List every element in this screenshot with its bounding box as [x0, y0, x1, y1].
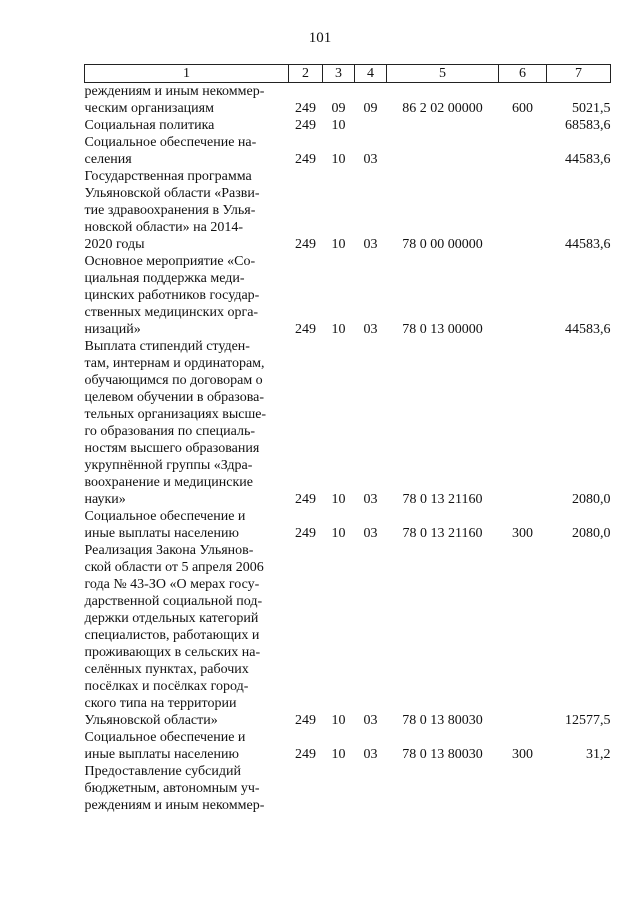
row-name-line: Социальная политика [84, 118, 215, 133]
expense-type-code [499, 763, 547, 814]
row-name-line: Основное мероприятие «Со- [84, 254, 256, 269]
row-name-line: иные выплаты населению [84, 526, 239, 541]
row-name-line: проживающих в сельских на- [84, 645, 261, 660]
row-name-line: дарственной социальной под- [84, 594, 263, 609]
table-row [85, 117, 611, 134]
amount: 44583,6 [565, 322, 611, 337]
row-name [85, 134, 289, 168]
target-article-code [387, 763, 499, 814]
table-row [85, 253, 611, 338]
row-name-line: воохранение и медицинские [84, 475, 253, 490]
subsection-code: 03 [363, 322, 378, 337]
row-name-line: науки» [84, 492, 126, 507]
row-name [85, 338, 289, 508]
row-name-line: 2020 годы [84, 237, 145, 252]
admin-code: 249 [295, 118, 316, 133]
row-name-line: года № 43-ЗО «О мерах госу- [84, 577, 260, 592]
expense-type-code: 600 [512, 101, 533, 116]
row-name-line: реждениям и иным некоммер- [84, 798, 265, 813]
section-code: 10 [331, 747, 346, 762]
row-name-line: Предоставление субсидий [84, 764, 241, 779]
subsection-code: 09 [363, 101, 378, 116]
subsection-code: 03 [363, 713, 378, 728]
expense-type-code [499, 542, 547, 729]
row-name-line: иные выплаты населению [84, 747, 239, 762]
expense-type-code [499, 134, 547, 168]
target-article-code: 78 0 13 21160 [402, 526, 483, 541]
table-row [85, 134, 611, 168]
row-name-line: цинских работников государ- [84, 288, 260, 303]
section-code: 10 [331, 118, 346, 133]
row-name [85, 117, 289, 134]
table-row [85, 542, 611, 729]
row-name-line: Социальное обеспечение на- [84, 135, 257, 150]
column-header: 6 [499, 65, 547, 83]
target-article-code: 86 2 02 00000 [402, 101, 483, 116]
table-row [85, 338, 611, 508]
column-header: 1 [85, 65, 289, 83]
row-name-line: Ульяновской области «Разви- [84, 186, 260, 201]
row-name-line: специалистов, работающих и [84, 628, 260, 643]
section-code: 10 [331, 492, 346, 507]
section-code: 09 [331, 101, 346, 116]
row-name [85, 729, 289, 763]
section-code [323, 763, 355, 814]
budget-table [84, 64, 611, 814]
row-name [85, 763, 289, 814]
row-name-line: Реализация Закона Ульянов- [84, 543, 254, 558]
column-header: 4 [355, 65, 387, 83]
row-name-line: ского типа на территории [84, 696, 237, 711]
amount: 12577,5 [565, 713, 611, 728]
expense-type-code [499, 338, 547, 508]
row-name-line: Социальное обеспечение и [84, 730, 246, 745]
row-name-line: посёлках и посёлках город- [84, 679, 249, 694]
row-name-line: тие здравоохранения в Улья- [84, 203, 256, 218]
expense-type-code [499, 117, 547, 134]
subsection-code: 03 [363, 152, 378, 167]
table-row [85, 83, 611, 118]
target-article-code: 78 0 00 00000 [402, 237, 483, 252]
admin-code: 249 [295, 237, 316, 252]
section-code: 10 [331, 713, 346, 728]
expense-type-code: 300 [512, 526, 533, 541]
target-article-code [387, 117, 499, 134]
amount [547, 763, 611, 814]
row-name-line: там, интернам и ординаторам, [84, 356, 265, 371]
admin-code: 249 [295, 526, 316, 541]
admin-code: 249 [295, 713, 316, 728]
subsection-code: 03 [363, 492, 378, 507]
row-name [85, 253, 289, 338]
row-name-line: ческим организациям [84, 101, 214, 116]
admin-code: 249 [295, 747, 316, 762]
subsection-code [355, 117, 387, 134]
row-name [85, 83, 289, 118]
subsection-code: 03 [363, 237, 378, 252]
admin-code: 249 [295, 492, 316, 507]
target-article-code: 78 0 13 80030 [402, 713, 483, 728]
row-name-line: реждениям и иным некоммер- [84, 84, 265, 99]
row-name-line: обучающимся по договорам о [84, 373, 263, 388]
target-article-code: 78 0 13 00000 [402, 322, 483, 337]
admin-code: 249 [295, 152, 316, 167]
expense-type-code [499, 253, 547, 338]
row-name-line: циальная поддержка меди- [84, 271, 245, 286]
subsection-code [355, 763, 387, 814]
amount: 5021,5 [572, 101, 611, 116]
subsection-code: 03 [363, 526, 378, 541]
amount: 44583,6 [565, 152, 611, 167]
row-name [85, 508, 289, 542]
table-row [85, 508, 611, 542]
target-article-code: 78 0 13 21160 [402, 492, 483, 507]
subsection-code: 03 [363, 747, 378, 762]
column-header: 2 [289, 65, 323, 83]
admin-code [289, 763, 323, 814]
table-row [85, 763, 611, 814]
row-name-line: укрупнённой группы «Здра- [84, 458, 253, 473]
row-name-line: тельных организациях высше- [84, 407, 267, 422]
admin-code: 249 [295, 322, 316, 337]
row-name-line: селённых пунктах, рабочих [84, 662, 249, 677]
column-header: 7 [547, 65, 611, 83]
row-name [85, 542, 289, 729]
amount: 2080,0 [572, 492, 611, 507]
row-name-line: го образования по специаль- [84, 424, 256, 439]
row-name-line: ственных медицинских орга- [84, 305, 259, 320]
section-code: 10 [331, 526, 346, 541]
amount: 31,2 [586, 747, 611, 762]
amount: 2080,0 [572, 526, 611, 541]
section-code: 10 [331, 152, 346, 167]
row-name-line: держки отдельных категорий [84, 611, 259, 626]
target-article-code [387, 134, 499, 168]
row-name [85, 168, 289, 253]
table-row [85, 729, 611, 763]
column-header-row [85, 65, 611, 83]
row-name-line: целевом обучении в образова- [84, 390, 265, 405]
target-article-code: 78 0 13 80030 [402, 747, 483, 762]
amount: 44583,6 [565, 237, 611, 252]
row-name-line: низаций» [84, 322, 141, 337]
section-code: 10 [331, 322, 346, 337]
row-name-line: новской области» на 2014- [84, 220, 243, 235]
row-name-line: Государственная программа [84, 169, 252, 184]
row-name-line: Выплата стипендий студен- [84, 339, 250, 354]
row-name-line: Социальное обеспечение и [84, 509, 246, 524]
expense-type-code: 300 [512, 747, 533, 762]
row-name-line: Ульяновской области» [84, 713, 218, 728]
page-number: 101 [308, 30, 332, 46]
column-header: 3 [323, 65, 355, 83]
section-code: 10 [331, 237, 346, 252]
row-name-line: ской области от 5 апреля 2006 [84, 560, 264, 575]
admin-code: 249 [295, 101, 316, 116]
row-name-line: бюджетным, автономным уч- [84, 781, 260, 796]
column-header: 5 [387, 65, 499, 83]
row-name-line: селения [84, 152, 132, 167]
table-row [85, 168, 611, 253]
row-name-line: ностям высшего образования [84, 441, 260, 456]
amount: 68583,6 [565, 118, 611, 133]
expense-type-code [499, 168, 547, 253]
